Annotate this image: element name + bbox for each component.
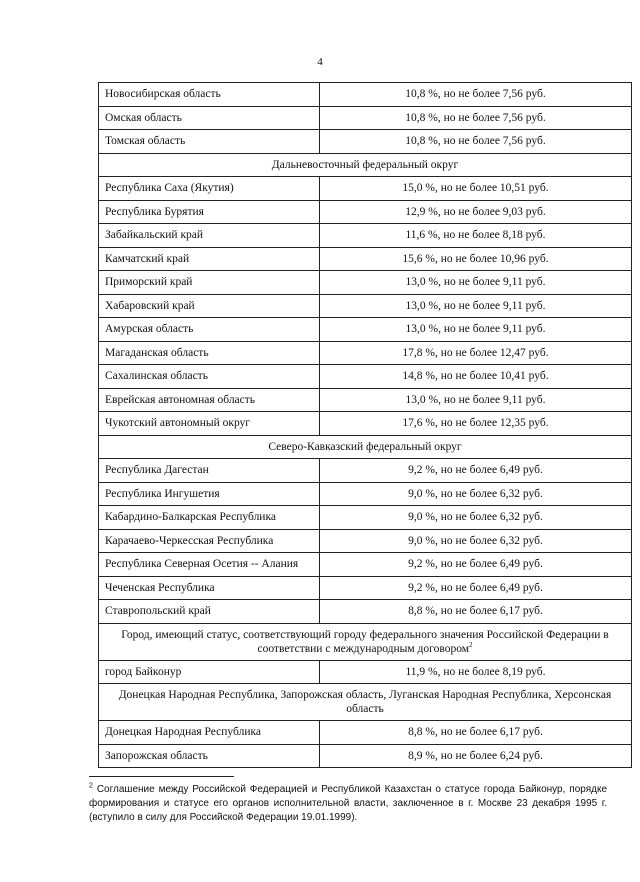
table-row [99, 721, 632, 745]
table-row [99, 83, 632, 107]
rate-cell: 9,2 %, но не более 6,49 руб. [320, 459, 632, 483]
footnote-marker: 2 [89, 782, 93, 790]
rate-cell: 13,0 %, но не более 9,11 руб. [320, 388, 632, 412]
table-row [99, 388, 632, 412]
region-name-cell: Магаданская область [99, 341, 320, 365]
region-name-cell: Камчатский край [99, 247, 320, 271]
section-header [99, 684, 632, 721]
region-name-cell: Чукотский автономный округ [99, 412, 320, 436]
table-row [99, 247, 632, 271]
region-name-cell: Чеченская Республика [99, 576, 320, 600]
region-name-cell: Запорожская область [99, 744, 320, 768]
region-name-cell: Амурская область [99, 318, 320, 342]
table-row [99, 177, 632, 201]
region-name-cell: Республика Бурятия [99, 200, 320, 224]
region-name-cell: Республика Северная Осетия -- Алания [99, 553, 320, 577]
table-row [99, 576, 632, 600]
table-row [99, 294, 632, 318]
footnote-reference: 2 [469, 640, 473, 649]
rate-cell: 14,8 %, но не более 10,41 руб. [320, 365, 632, 389]
region-name-cell: Республика Саха (Якутия) [99, 177, 320, 201]
rate-cell: 9,0 %, но не более 6,32 руб. [320, 529, 632, 553]
table-row [99, 412, 632, 436]
table-row [99, 600, 632, 624]
region-name-cell: город Байконур [99, 660, 320, 684]
region-name-cell: Еврейская автономная область [99, 388, 320, 412]
rate-cell: 13,0 %, но не более 9,11 руб. [320, 318, 632, 342]
section-header [99, 435, 632, 459]
rate-cell: 17,8 %, но не более 12,47 руб. [320, 341, 632, 365]
rate-cell: 13,0 %, но не более 9,11 руб. [320, 271, 632, 295]
region-name-cell: Новосибирская область [99, 83, 320, 107]
section-header [99, 153, 632, 177]
section-title: Северо-Кавказский федеральный округ [268, 440, 462, 453]
rate-cell: 8,8 %, но не более 6,17 руб. [320, 600, 632, 624]
rate-cell: 10,8 %, но не более 7,56 руб. [320, 106, 632, 130]
rate-cell: 10,8 %, но не более 7,56 руб. [320, 83, 632, 107]
region-name-cell: Республика Ингушетия [99, 482, 320, 506]
rate-cell: 11,6 %, но не более 8,18 руб. [320, 224, 632, 248]
table-row [99, 130, 632, 154]
rate-cell: 10,8 %, но не более 7,56 руб. [320, 130, 632, 154]
rate-cell: 13,0 %, но не более 9,11 руб. [320, 294, 632, 318]
region-name-cell: Донецкая Народная Республика [99, 721, 320, 745]
section-header-row [99, 684, 632, 721]
section-header-row [99, 623, 632, 660]
section-title: Донецкая Народная Республика, Запорожская область, Луганская Народная Республика, Херсонская область [118, 689, 612, 715]
region-name-cell: Республика Дагестан [99, 459, 320, 483]
footnote-divider [89, 776, 234, 777]
rate-cell: 17,6 %, но не более 12,35 руб. [320, 412, 632, 436]
region-name-cell: Ставропольский край [99, 600, 320, 624]
region-name-cell: Омская область [99, 106, 320, 130]
rate-cell: 12,9 %, но не более 9,03 руб. [320, 200, 632, 224]
region-name-cell: Приморский край [99, 271, 320, 295]
table-row [99, 459, 632, 483]
table-row [99, 271, 632, 295]
rate-cell: 9,0 %, но не более 6,32 руб. [320, 506, 632, 530]
table-row [99, 365, 632, 389]
rate-cell: 15,6 %, но не более 10,96 руб. [320, 247, 632, 271]
region-name-cell: Забайкальский край [99, 224, 320, 248]
section-title: Дальневосточный федеральный округ [271, 158, 459, 171]
rate-cell: 8,9 %, но не более 6,24 руб. [320, 744, 632, 768]
footnote [89, 783, 607, 825]
page-number: 4 [317, 56, 323, 68]
section-header-row [99, 435, 632, 459]
regions-rate-table [98, 82, 632, 768]
table-row [99, 482, 632, 506]
rate-cell: 9,2 %, но не более 6,49 руб. [320, 553, 632, 577]
table-row [99, 224, 632, 248]
table-row [99, 341, 632, 365]
region-name-cell: Томская область [99, 130, 320, 154]
table-row [99, 200, 632, 224]
table-row [99, 744, 632, 768]
rate-cell: 8,8 %, но не более 6,17 руб. [320, 721, 632, 745]
region-name-cell: Карачаево-Черкесская Республика [99, 529, 320, 553]
footnote-text: Соглашение между Российской Федерацией и Республикой Казахстан о статусе города Байконур, порядке формирования и статусе его органов исполнительной власти, заключенное в г. Москве 23 декабря 1995 г. (вступило в силу для Российской Федерации 19.01.1999). [89, 784, 608, 823]
table-row [99, 660, 632, 684]
section-header-row [99, 153, 632, 177]
rate-cell: 15,0 %, но не более 10,51 руб. [320, 177, 632, 201]
table-row [99, 106, 632, 130]
table-row [99, 506, 632, 530]
table-row [99, 529, 632, 553]
region-name-cell: Хабаровский край [99, 294, 320, 318]
section-header [99, 623, 632, 660]
table-row [99, 553, 632, 577]
rate-cell: 11,9 %, но не более 8,19 руб. [320, 660, 632, 684]
section-title: Город, имеющий статус, соответствующий городу федерального значения Российской Федерации в соответствии с международным договором [121, 628, 609, 655]
table-row [99, 318, 632, 342]
rate-cell: 9,0 %, но не более 6,32 руб. [320, 482, 632, 506]
region-name-cell: Кабардино-Балкарская Республика [99, 506, 320, 530]
region-name-cell: Сахалинская область [99, 365, 320, 389]
table-body [99, 83, 632, 768]
rate-cell: 9,2 %, но не более 6,49 руб. [320, 576, 632, 600]
